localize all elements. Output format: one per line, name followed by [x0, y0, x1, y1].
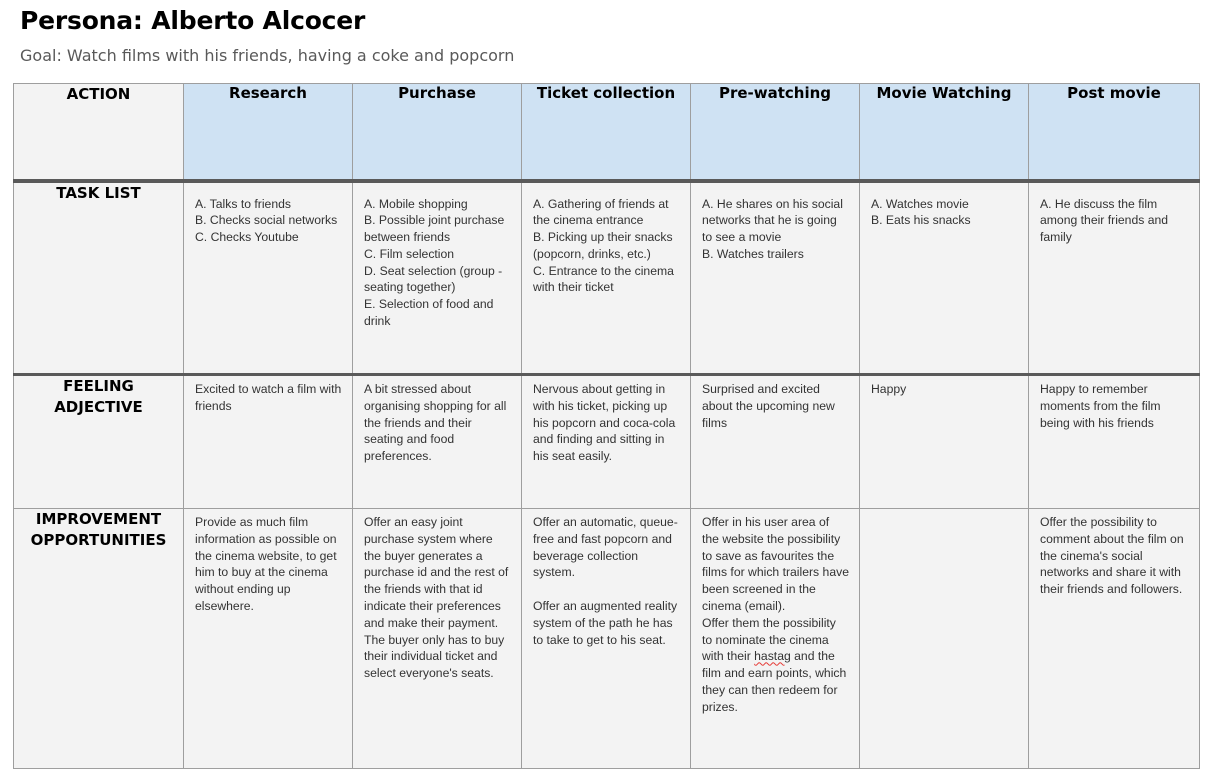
task-cell-pre-watching	[691, 181, 860, 375]
cell-text: A bit stressed about organising shopping for all the friends and their seating and food preferences.	[364, 382, 507, 464]
cell-text: Nervous about getting in with his ticket, picking up his popcorn and coca-cola and finding and sitting in his seat easily.	[533, 382, 676, 464]
improvement-cell-movie-watching	[860, 509, 1029, 769]
action-header: ACTION	[14, 84, 184, 181]
stage-header-row	[14, 84, 1200, 181]
cell-text: Offer the possibility to comment about the film on the cinema's social networks and share it with their friends and followers.	[1040, 515, 1184, 597]
task-cell-ticket-collection	[522, 181, 691, 375]
task-cell-movie-watching	[860, 181, 1029, 375]
improvement-cell-research	[184, 509, 353, 769]
task-list-header: TASK LIST	[14, 181, 184, 375]
stage-header-ticket-collection: Ticket collection	[522, 84, 691, 181]
improvement-row	[14, 509, 1200, 769]
cell-text-part: Offer in his user area of the website the possibility to save as favourites the films for which trailers have been screened in the cinema (email). Offer them the possibility to nominate the cinema with their	[702, 515, 849, 664]
cell-text: Excited to watch a film with friends	[195, 382, 342, 413]
cell-text: A. Mobile shopping B. Possible joint purchase between friends C. Film selection D. Seat selection (group - seating together) E. Selection of food and drink	[364, 196, 505, 329]
feeling-cell-research	[184, 375, 353, 509]
spellcheck-underline-word: hastag	[754, 649, 791, 664]
cell-text: A. He shares on his social networks that he is going to see a movie B. Watches trailers	[702, 196, 843, 261]
cell-text: A. Watches movie B. Eats his snacks	[871, 196, 971, 228]
task-list-row	[14, 181, 1200, 375]
cell-text: A. Gathering of friends at the cinema entrance B. Picking up their snacks (popcorn, drinks, etc.) C. Entrance to the cinema with their ticket	[533, 196, 674, 295]
cell-text: Provide as much film information as possible on the cinema website, to get him to buy at the cinema without ending up elsewhere.	[195, 515, 337, 613]
journey-map-table	[13, 83, 1200, 769]
cell-text	[691, 509, 859, 720]
stage-header-post-movie: Post movie	[1029, 84, 1200, 181]
cell-text	[860, 509, 1028, 518]
improvement-cell-pre-watching	[691, 509, 860, 769]
improvement-header: IMPROVEMENT OPPORTUNITIES	[14, 509, 184, 769]
cell-text: Offer an automatic, queue-free and fast popcorn and beverage collection system. Offer an augmented reality system of the path he has to take to get to his seat.	[533, 515, 678, 647]
feeling-cell-post-movie	[1029, 375, 1200, 509]
feeling-cell-purchase	[353, 375, 522, 509]
stage-header-purchase: Purchase	[353, 84, 522, 181]
page-title: Persona: Alberto Alcocer	[20, 6, 366, 35]
cell-text: Happy to remember moments from the film being with his friends	[1040, 382, 1161, 430]
feeling-header: FEELING ADJECTIVE	[14, 375, 184, 509]
stage-header-research: Research	[184, 84, 353, 181]
improvement-cell-post-movie	[1029, 509, 1200, 769]
feeling-cell-movie-watching	[860, 375, 1029, 509]
task-cell-research	[184, 181, 353, 375]
stage-header-movie-watching: Movie Watching	[860, 84, 1029, 181]
persona-goal: Goal: Watch films with his friends, having a coke and popcorn	[20, 46, 515, 65]
cell-text: Offer an easy joint purchase system where the buyer generates a purchase id and the rest of the friends with that id indicate their preferences and make their payment. The buyer only has to buy their individual ticket and select everyone's seats.	[364, 515, 509, 681]
task-cell-post-movie	[1029, 181, 1200, 375]
cell-text-part: and the film and earn points, which they can then redeem for prizes.	[702, 649, 847, 714]
cell-text: Surprised and excited about the upcoming new films	[702, 382, 835, 430]
cell-text: A. He discuss the film among their friends and family	[1040, 196, 1169, 245]
feeling-row	[14, 375, 1200, 509]
improvement-cell-purchase	[353, 509, 522, 769]
feeling-cell-ticket-collection	[522, 375, 691, 509]
cell-text: A. Talks to friends B. Checks social networks C. Checks Youtube	[195, 196, 338, 245]
stage-header-pre-watching: Pre-watching	[691, 84, 860, 181]
improvement-cell-ticket-collection	[522, 509, 691, 769]
feeling-cell-pre-watching	[691, 375, 860, 509]
cell-text: Happy	[871, 382, 907, 396]
task-cell-purchase	[353, 181, 522, 375]
